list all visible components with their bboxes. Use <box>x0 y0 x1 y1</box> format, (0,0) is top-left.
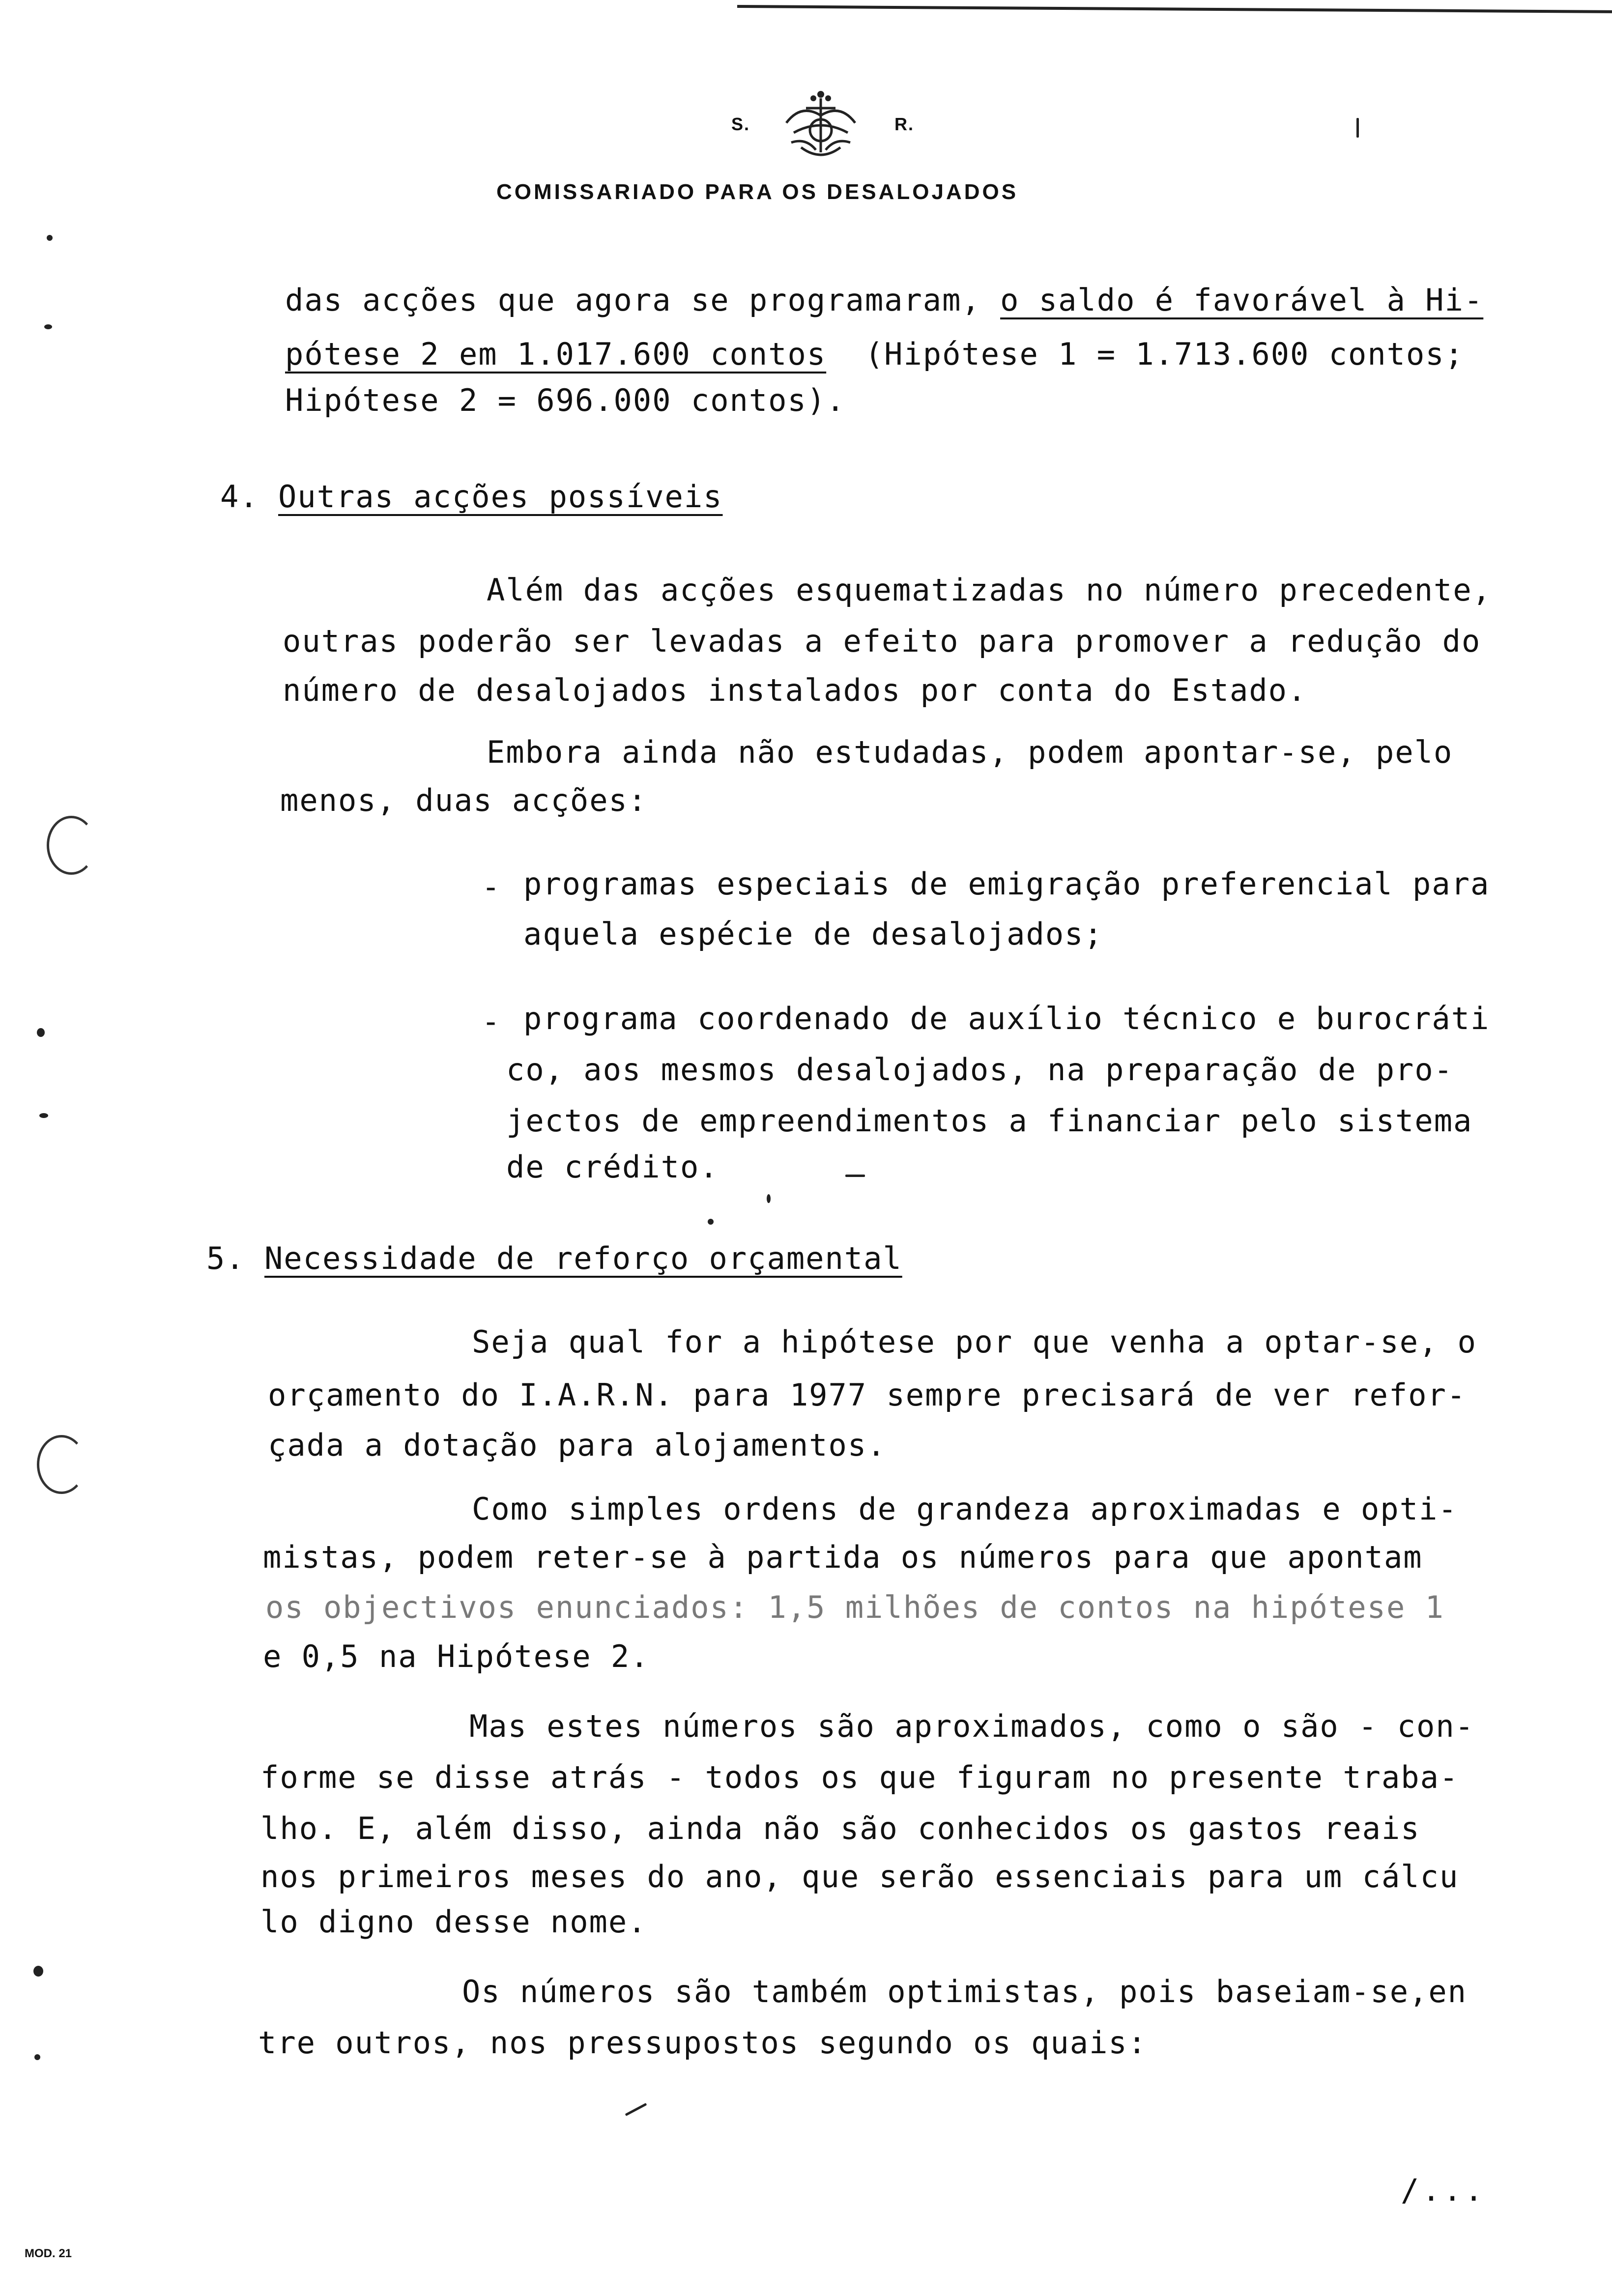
scan-speck <box>845 1175 865 1177</box>
s5-p1-line-2: orçamento do I.A.R.N. para 1977 sempre precisará de ver refor- <box>268 1377 1467 1413</box>
s5-p2-line-3: os objectivos enunciados: 1,5 milhões de contos na hipótese 1 <box>265 1589 1444 1625</box>
letterhead-left-letter: S. <box>731 114 750 134</box>
s4-p1-line-2: outras poderão ser levadas a efeito para promover a redução do <box>283 623 1481 659</box>
bullet-2-line-4: de crédito. <box>506 1149 719 1185</box>
s5-p2-line-4: e 0,5 na Hipótese 2. <box>263 1638 650 1674</box>
section-5-heading <box>206 1240 902 1276</box>
s5-p3-line-4: nos primeiros meses do ano, que serão essenciais para um cálcu <box>260 1859 1459 1894</box>
s4-p1-line-1: Além das acções esquematizadas no número precedente, <box>487 572 1492 608</box>
punch-hole-mark <box>37 1435 86 1494</box>
section-5-number: 5. <box>206 1240 245 1276</box>
s5-p1-line-3: çada a dotação para alojamentos. <box>268 1427 887 1463</box>
s5-p4-line-1: Os números são também optimistas, pois baseiam-se,en <box>462 1974 1468 2009</box>
scan-speck <box>625 2103 647 2116</box>
bullet-2-line-1: programa coordenado de auxílio técnico e burocráti <box>523 1001 1490 1036</box>
intro-line-1 <box>285 282 1484 318</box>
s5-p2-line-1: Como simples ordens de grandeza aproximadas e opti- <box>472 1491 1458 1527</box>
bullet-1-line-1: programas especiais de emigração preferencial para <box>523 866 1490 902</box>
bullet-1-marker: - <box>482 869 500 905</box>
coat-of-arms-icon <box>772 88 870 167</box>
s5-p3-line-5: lo digno desse nome. <box>260 1904 647 1940</box>
s5-p3-line-3: lho. E, além disso, ainda não são conhecidos os gastos reais <box>260 1810 1420 1846</box>
bullet-2-marker: - <box>482 1004 500 1039</box>
section-4-title: Outras acções possíveis <box>278 479 723 515</box>
punch-hole-mark <box>47 816 96 875</box>
letterhead-right-letter: R. <box>894 114 914 134</box>
s5-p4-line-2: tre outros, nos pressupostos segundo os quais: <box>258 2025 1148 2061</box>
scan-speck <box>1356 118 1359 138</box>
s4-p2-line-1: Embora ainda não estudadas, podem apontar-se, pelo <box>487 734 1453 770</box>
bullet-2-line-2: co, aos mesmos desalojados, na preparação de pro- <box>506 1052 1454 1088</box>
section-4-number: 4. <box>220 479 259 515</box>
top-edge-rule <box>737 5 1612 13</box>
scan-speck <box>708 1219 714 1225</box>
s5-p2-line-2: mistas, podem reter-se à partida os números para que apontam <box>263 1539 1423 1575</box>
intro-line-1-underlined: o saldo é favorável à Hi- <box>1000 282 1484 318</box>
form-code: MOD. 21 <box>25 2247 72 2260</box>
intro-line-2-plain: (Hipótese 1 = 1.713.600 contos; <box>826 336 1464 372</box>
s5-p3-line-2: forme se disse atrás - todos os que figuram no presente traba- <box>260 1759 1459 1795</box>
bullet-1-line-2: aquela espécie de desalojados; <box>523 916 1103 952</box>
s4-p2-line-2: menos, duas acções: <box>280 782 648 818</box>
intro-line-2 <box>285 336 1464 372</box>
s5-p3-line-1: Mas estes números são aproximados, como o são - con- <box>469 1708 1475 1744</box>
scan-speck <box>44 324 52 329</box>
scan-speck <box>34 2054 40 2060</box>
s5-p1-line-1: Seja qual for a hipótese por que venha a optar-se, o <box>472 1324 1477 1360</box>
continuation-mark: /... <box>1401 2172 1486 2208</box>
intro-line-2-underlined: pótese 2 em 1.017.600 contos <box>285 336 827 372</box>
scan-speck <box>47 235 53 241</box>
scan-speck <box>39 1113 48 1118</box>
scan-speck <box>33 1966 43 1977</box>
bullet-2-line-3: jectos de empreendimentos a financiar pelo sistema <box>506 1103 1473 1139</box>
organization-name: COMISSARIADO PARA OS DESALOJADOS <box>496 180 1019 204</box>
section-5-title: Necessidade de reforço orçamental <box>264 1240 902 1276</box>
s4-p1-line-3: número de desalojados instalados por conta do Estado. <box>283 672 1307 708</box>
intro-line-1-plain: das acções que agora se programaram, <box>285 282 1001 318</box>
intro-line-3: Hipótese 2 = 696.000 contos). <box>285 382 846 418</box>
scan-speck <box>767 1194 771 1203</box>
section-4-heading <box>220 479 723 515</box>
scan-speck <box>37 1028 45 1037</box>
